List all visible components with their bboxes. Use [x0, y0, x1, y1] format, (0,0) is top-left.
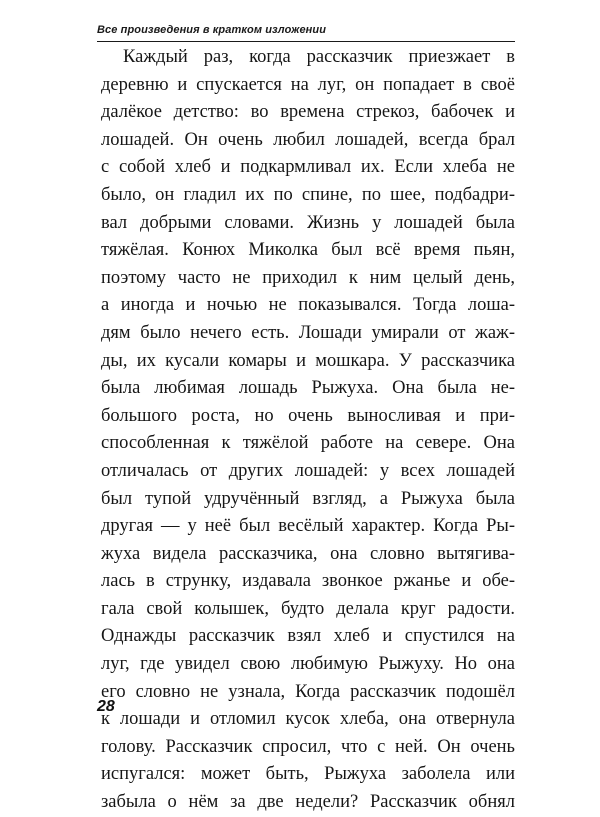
- text-line: ды, их кусали комары и мошкара. У рассказчика: [101, 350, 515, 371]
- body-text: [101, 44, 515, 817]
- text-line: с собой хлеб и подкармливал их. Если хлеба не: [101, 157, 515, 178]
- text-line: другая — у неё был весёлый характер. Когда Ры-: [101, 516, 515, 537]
- text-line: голову. Рассказчик спросил, что с ней. Он очень: [101, 736, 515, 757]
- text-line: отличалась от других лошадей: у всех лошадей: [101, 460, 515, 481]
- text-line: лась в струнку, издавала звонкое ржанье и обе-: [101, 571, 515, 592]
- text-line: а иногда и ночью не показывался. Тогда лоша-: [101, 295, 515, 316]
- text-line: способленная к тяжёлой работе на севере. Она: [101, 433, 515, 454]
- text-line: лошадей. Он очень любил лошадей, всегда брал: [101, 129, 515, 150]
- text-line: поэтому часто не приходил к ним целый день,: [101, 267, 515, 288]
- text-line: деревню и спускается на луг, он попадает в своё: [101, 74, 515, 95]
- running-header: Все произведения в кратком изложении: [97, 24, 327, 36]
- text-line: луг, где увидел свою любимую Рыжуху. Но она: [101, 654, 515, 675]
- text-line: жуха видела рассказчика, она словно вытягива-: [101, 543, 515, 564]
- page-number: 28: [97, 698, 115, 715]
- text-line: вал добрыми словами. Жизнь у лошадей была: [101, 212, 515, 233]
- text-line: забыла о нём за две недели? Рассказчик обнял: [101, 792, 515, 813]
- text-line: Каждый раз, когда рассказчик приезжает в: [123, 47, 515, 67]
- text-line: гала свой колышек, будто делала круг радости.: [101, 598, 515, 619]
- text-line: было, он гладил их по спине, по шее, подбадри-: [101, 184, 515, 205]
- text-line: испугался: может быть, Рыжуха заболела или: [101, 764, 515, 785]
- text-line: далёкое детство: во времена стрекоз, бабочек и: [101, 102, 515, 123]
- text-line: Однажды рассказчик взял хлеб и спустился на: [101, 626, 515, 647]
- text-line: к лошади и отломил кусок хлеба, она отвернула: [101, 709, 515, 730]
- text-line: дям было нечего есть. Лошади умирали от жаж-: [101, 322, 515, 343]
- text-line: тяжёлая. Конюх Миколка был всё время пьян,: [101, 240, 515, 261]
- text-line: большого роста, но очень выносливая и при-: [101, 405, 515, 426]
- header-divider: [97, 41, 515, 42]
- text-line: была любимая лошадь Рыжуха. Она была не-: [101, 378, 515, 399]
- text-line: был тупой удручённый взгляд, а Рыжуха была: [101, 488, 515, 509]
- text-line: его словно не узнала, Когда рассказчик подошёл: [101, 681, 515, 702]
